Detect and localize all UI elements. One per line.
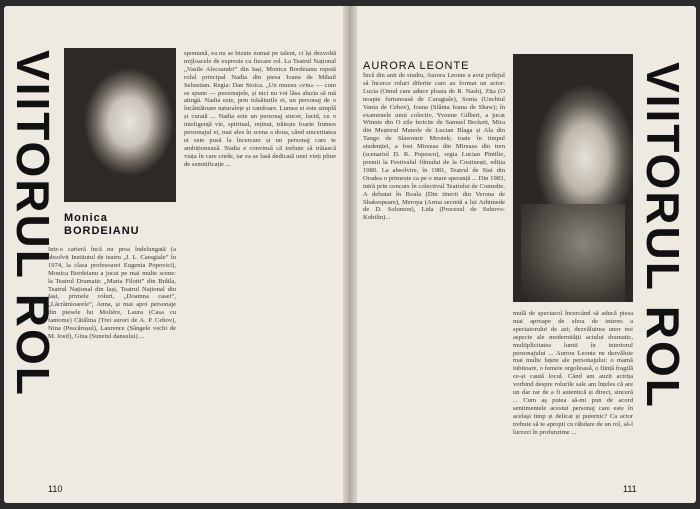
right-page-number: 111 [623,484,637,494]
actress-name [64,212,140,238]
right-vertical-title: VIITORUL ROL [637,62,689,409]
actress-portrait-left [64,48,176,202]
left-main-column [184,50,336,482]
left-page [4,6,343,503]
actress-first-name: Monica [64,212,108,224]
right-page [357,6,696,503]
left-page-number: 110 [48,484,63,494]
left-intro-column [48,246,176,482]
book-spine [343,6,357,503]
left-main-text: spontană, ea nu se bizuie numai pe talent, ci își dezvoltă mijloacele de expresie cu fiecare rol. La Teatrul Național „Vasile Alecsandri” din Iași, Monica Bordeianu repetă rolul principal Nadia din piesa Ioana de Mihail Sebastian. Regia: Dan Stoica. „Un muzeu «viu» — cum se spune — personajele, și nici nu voi lăsa aluzia să mă atingă. Nadia este, prin trăsăturile ei, un personaj de o încântătoare naturalețe și candoare. Lumea ei este simplă și curată ... Nadia este un personaj sincer, lucid, cu o inteligență vie, spiritual, reținut, trăiește foarte frumos personajul ei, mai ales în scena a doua, când sinceritatea ei este pusă la încercare și un personaj care te ambiționează. Nadia e convinsă că trebuie să trăiască viața în care crede, iar ea se lasă dedicată unei vieți pline de semnificație ... [184,50,336,168]
actress-portrait-right [513,54,633,302]
actress-last-name: BORDEIANU [64,225,140,237]
right-main-text: Încă din anii de studiu, Aurora Leonte a avut prilejul să încerce roluri diferite care au format un actor: Lucia (Omul care aduce ploaia de R. Nash), Zița (O noapte furtunoasă de Caragiale), Sonia (Unchiul Vania de Cehov), Ioana (Sfânta Ioana de Shaw); în examenele unui colectiv, Yvonne Gilbert, a jucat Winnie din O zile fericite de Samuel Beckett, Mira din Meșterul Manole de Lucian Blaga și Ala din Tango de Sławomir Mrożek; toate în timpul studenției, a fost Mireasa din Mireasa din tren (scenariul D. R. Popescu), regia Lucian Pintilie, premii la Festivalul filmului de la Costinești, ediția 1980. La absolvire, în 1981, Teatrul de Stat din Oradea o primește ca pe o mare speranță ... Din 1983, intră prin concurs în colectivul Teatrului de Comedie. A debutat în Boala (Din tinerii din Verona de Shakespeare), Meropa (Arma secretă a lui Arhimede de D. Solomon), Lida (Procesul de Suhovo-Kobilin)... [363,72,505,222]
right-lower-column [513,310,633,482]
left-intro-text: Intr-o carieră încă nu prea îndelungată (a absolvit Institutul de teatru „I. L. Caragiale” în 1974, la clasa profesoarei Eugenia Popovici), Monica Bordeianu a jucat pe mai multe scene: la Teatrul Dramatic „Maria Filotti” din Brăila, Teatrul Național din Iași, Teatrul Național din Iași, primele roluri, „Doamna casei”, „Lăcrămioarele”, Anna, și mai apoi personaje din piesele lui Molière, Laura (Casa cu fantome) Cătălina (Trei surori de A. P. Cehov), Nina (Pescărușul), Laurence (Sângele vechi de M. Iosif), Gina (Sunetul dansului) ... [48,246,176,340]
author-name: AURORA LEONTE [363,60,470,72]
right-lower-text: mulă de spectacol încercând să aducă piesa mai aproape de sfera de interes a spectatorului de azi; dezvăluirea unor noi aspecte ale modernității actului dramatic, multiplicitatea lumii în interiorul personajului ... Aurora Leonte ne dezvăluie mai multe fațete ale personajului: o mamă iubitoare, o femeie orgolioasă, o ființă fragilă ce-și caută locul. Când am auzit actrița vorbind despre rolurile sale am înțeles că are un dar rar de a fi autentică și direct, sinceră ... Cum aș putea să-mi pun de acord sentimentele acestui personaj care este în același timp și delicat și puternic? Ca actor trebuie să te apropii cu răbdare de un rol, să-l lucrezi în profunzime ... [513,310,633,436]
right-main-column [363,72,505,482]
left-vertical-title: VIITORUL ROL [7,50,59,397]
magazine-spread [4,6,696,503]
